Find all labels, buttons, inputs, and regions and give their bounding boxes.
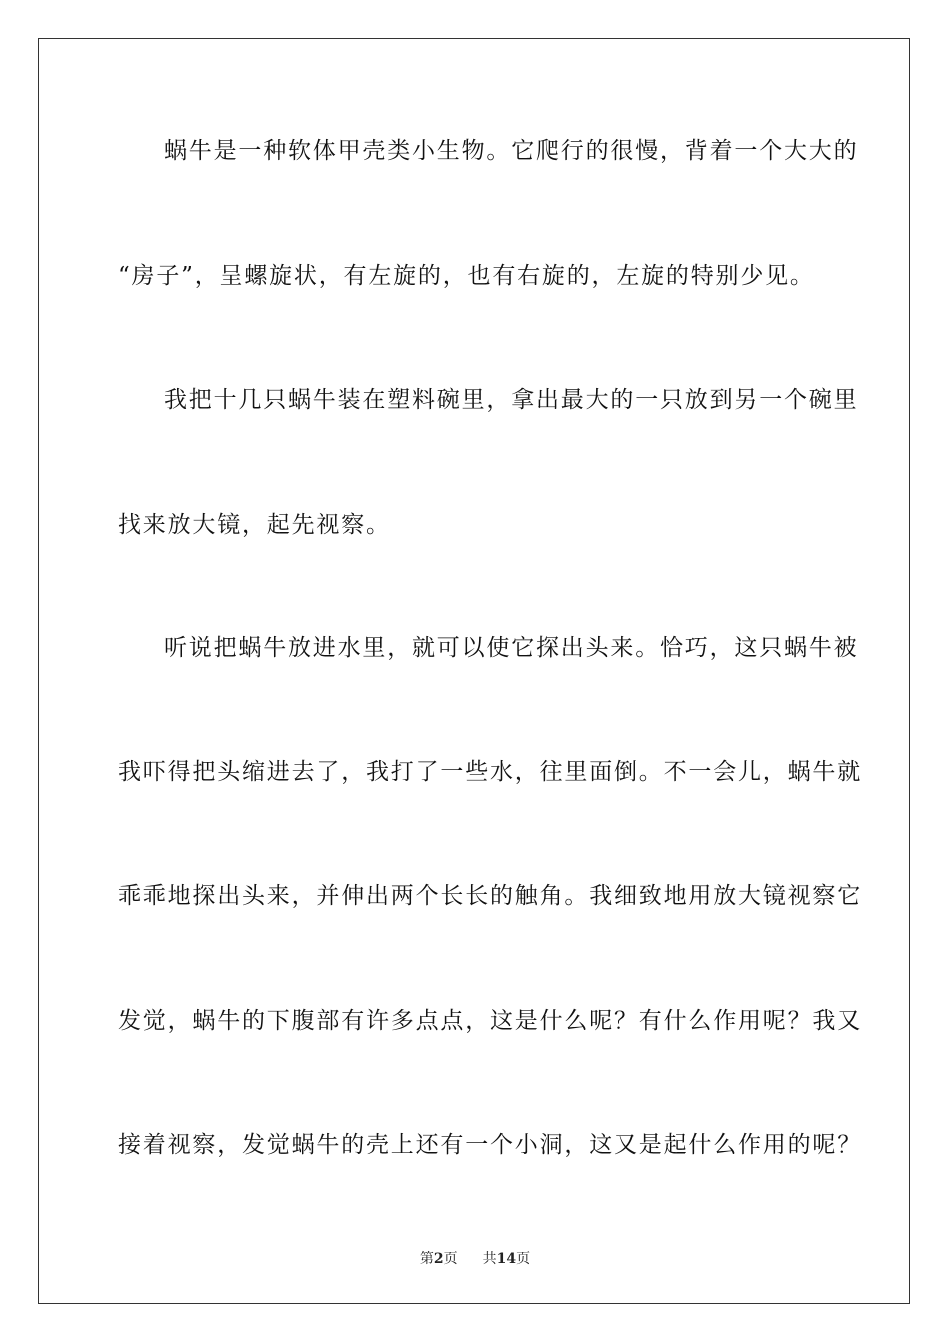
total-suffix: 页 xyxy=(516,1251,531,1267)
page-footer xyxy=(0,1248,950,1268)
total-prefix: 共 xyxy=(482,1251,497,1267)
page-border xyxy=(38,38,910,1304)
paragraph-3-line-5: 接着视察，发觉蜗牛的壳上还有一个小洞，这又是起什么作用的呢？ xyxy=(118,1132,862,1158)
page-number: 2 xyxy=(433,1251,444,1267)
paragraph-1-line-2: “房子”，呈螺旋状，有左旋的，也有右旋的，左旋的特别少见。 xyxy=(118,263,815,289)
page-suffix: 页 xyxy=(443,1251,458,1267)
total-pages: 14 xyxy=(496,1251,517,1267)
paragraph-3-line-3: 乖乖地探出头来，并伸出两个长长的触角。我细致地用放大镜视察它 xyxy=(118,883,862,909)
paragraph-3-line-2: 我吓得把头缩进去了，我打了一些水，往里面倒。不一会儿，蜗牛就 xyxy=(118,759,862,785)
paragraph-2-line-2: 找来放大镜，起先视察。 xyxy=(118,512,391,538)
paragraph-3-line-4: 发觉，蜗牛的下腹部有许多点点，这是什么呢？有什么作用呢？我又 xyxy=(118,1008,862,1034)
page-prefix: 第 xyxy=(419,1251,434,1267)
paragraph-3-line-1: 听说把蜗牛放进水里，就可以使它探出头来。恰巧，这只蜗牛被 xyxy=(164,635,859,661)
paragraph-1-line-1: 蜗牛是一种软体甲壳类小生物。它爬行的很慢，背着一个大大的 xyxy=(164,138,859,164)
paragraph-2-line-1: 我把十几只蜗牛装在塑料碗里，拿出最大的一只放到另一个碗里 xyxy=(164,387,859,413)
